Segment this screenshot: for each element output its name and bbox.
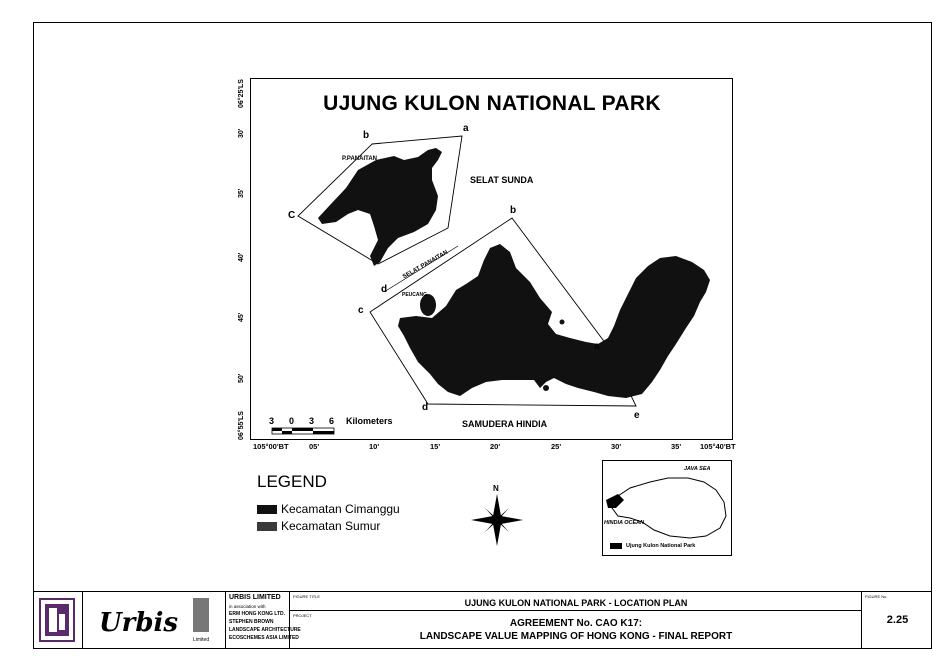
inset-key: Ujung Kulon National Park bbox=[626, 543, 696, 549]
title-block bbox=[33, 591, 932, 650]
script-logo-cell bbox=[82, 592, 225, 648]
inset-java-sea: JAVA SEA bbox=[684, 466, 711, 472]
urbis-script-logo: Urbis bbox=[99, 608, 179, 638]
legend-title: LEGEND bbox=[257, 472, 327, 491]
scale-tick: 3 bbox=[269, 416, 275, 426]
lon-label: 25' bbox=[551, 442, 562, 451]
place-samudera: SAMUDERA HINDIA bbox=[462, 419, 548, 429]
corner-label: a bbox=[463, 123, 469, 134]
company-name: URBIS LIMITED bbox=[229, 594, 281, 601]
corner-label: C bbox=[288, 210, 296, 221]
map-title: UJUNG KULON NATIONAL PARK bbox=[323, 92, 661, 115]
lon-label: 10' bbox=[369, 442, 380, 451]
legend-label: Kecamatan Cimanggu bbox=[281, 502, 400, 516]
corner-label: b bbox=[363, 130, 370, 141]
corner-label: b bbox=[510, 205, 517, 216]
figure-title: UJUNG KULON NATIONAL PARK - LOCATION PLAN bbox=[464, 598, 688, 608]
project-line1: AGREEMENT No. CAO K17: bbox=[509, 618, 643, 629]
lon-label: 05' bbox=[309, 442, 320, 451]
figure-number: 2.25 bbox=[886, 614, 909, 626]
chinese-seal-icon bbox=[193, 598, 209, 632]
legend-swatch bbox=[257, 505, 277, 514]
lat-label: 50' bbox=[238, 373, 245, 383]
assoc-text: in association with bbox=[229, 604, 266, 609]
urbis-logo-mark bbox=[39, 598, 75, 642]
company-cell bbox=[225, 592, 301, 648]
panaitan-island bbox=[318, 148, 442, 266]
project-line2: LANDSCAPE VALUE MAPPING OF HONG KONG - FINAL REPORT bbox=[419, 631, 733, 642]
partner: ERM HONG KONG LTD. bbox=[229, 611, 286, 617]
place-peucang: PEUCANG bbox=[402, 292, 428, 298]
place-selat-panaitan: SELAT PANAITAN bbox=[401, 249, 450, 281]
lon-label: 15' bbox=[430, 442, 441, 451]
partner: STEPHEN BROWN bbox=[229, 619, 274, 625]
lat-label: 06°25'LS bbox=[238, 79, 245, 108]
lat-label: 30' bbox=[238, 128, 245, 138]
lat-label: 40' bbox=[238, 252, 245, 262]
corner-label: d bbox=[422, 402, 429, 413]
legend-item bbox=[257, 502, 400, 516]
lon-label: 35' bbox=[671, 442, 682, 451]
urbis-limited-sub: Limited bbox=[193, 637, 210, 643]
islet bbox=[560, 320, 565, 325]
figure-no-cell bbox=[861, 592, 932, 648]
scale-unit: Kilometers bbox=[346, 416, 393, 426]
legend-label: Kecamatan Sumur bbox=[281, 519, 381, 533]
lat-label: 35' bbox=[238, 188, 245, 198]
scale-tick: 0 bbox=[289, 416, 295, 426]
scale-tick: 3 bbox=[309, 416, 315, 426]
figure-no-caption: FIGURE No. bbox=[865, 594, 888, 599]
corner-label: d bbox=[381, 284, 388, 295]
compass-rose bbox=[471, 494, 523, 546]
title-cell bbox=[289, 592, 861, 648]
mainland-cimanggu bbox=[398, 244, 710, 398]
partner: ECOSCHEMES ASIA LIMITED bbox=[229, 635, 299, 641]
partner: LANDSCAPE ARCHITECTURE bbox=[229, 627, 301, 633]
project-caption: PROJECT bbox=[293, 613, 312, 618]
figure-title-caption: FIGURE TITLE bbox=[293, 594, 321, 599]
inset-hindia: HINDIA OCEAN bbox=[604, 520, 645, 526]
legend-item bbox=[257, 519, 380, 533]
lat-label: 06°55'LS bbox=[238, 411, 245, 440]
legend-swatch bbox=[257, 522, 277, 531]
inset-map bbox=[602, 460, 732, 556]
logo-cell bbox=[33, 592, 82, 648]
lon-label: 105°00'BT bbox=[253, 442, 289, 451]
title-divider bbox=[290, 610, 862, 611]
corner-label: e bbox=[634, 410, 640, 421]
scale-tick: 6 bbox=[329, 416, 335, 426]
corner-label: a bbox=[594, 341, 600, 352]
lon-label: 20' bbox=[490, 442, 501, 451]
compass-north-label: N bbox=[493, 484, 499, 493]
lon-label: 30' bbox=[611, 442, 622, 451]
corner-label: c bbox=[358, 305, 364, 316]
place-selat-sunda: SELAT SUNDA bbox=[470, 175, 534, 185]
islet bbox=[543, 385, 549, 391]
lat-label: 45' bbox=[238, 312, 245, 322]
place-panaitan: P.PANAITAN bbox=[342, 156, 378, 162]
lon-label: 105°40'BT bbox=[700, 442, 736, 451]
